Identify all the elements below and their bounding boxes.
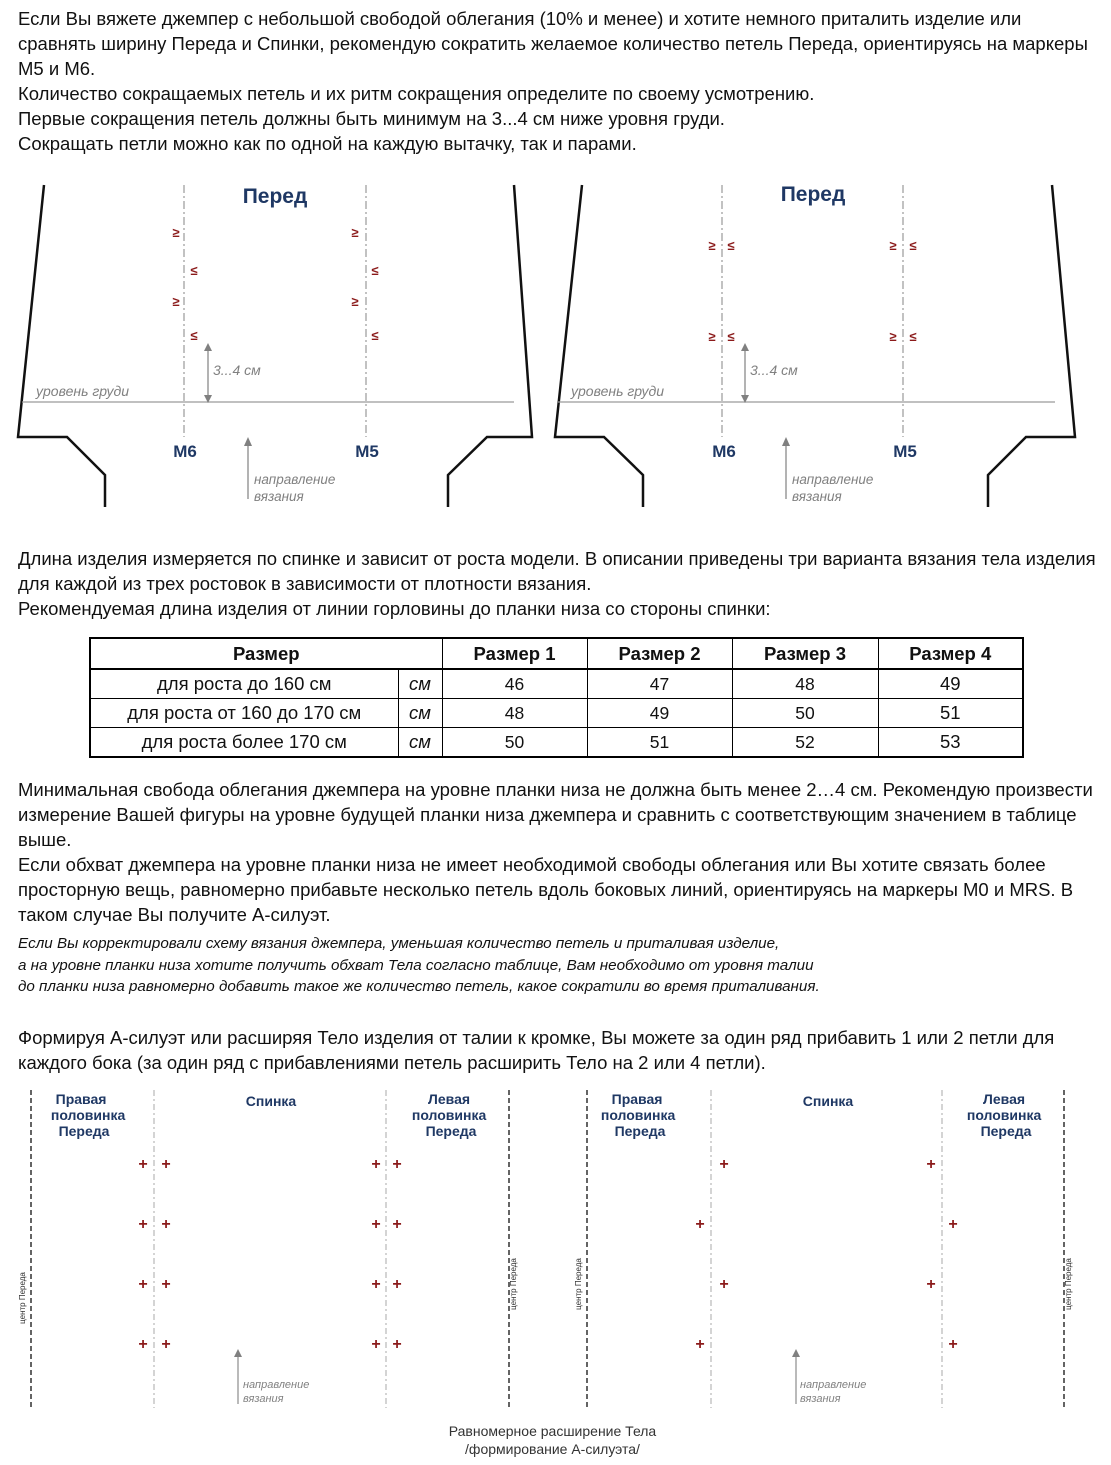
row-label: для роста более 170 см [90,728,398,758]
right-front-label: Правая половинка Переда [600,1091,676,1139]
dec-mark: ≥ [708,238,716,253]
intro-line-2: Количество сокращаемых петель и их ритм сокращения определите по своему усмотрению. [18,83,815,104]
ease-line-2: Если обхват джемпера на уровне планки низа не имеет необходимой свободы облегания или Вы хотите связать более просторную вещь, равномерно прибавьте несколько петель вдоль боковых линий, ориентируясь на маркеры М0 и MRS. В таком случае Вы получите А-силуэт. [18,854,1074,925]
direction-label-1: направление [243,1379,310,1391]
marker-m6: М6 [712,442,736,461]
intro-line-4: Сокращать петли можно как по одной на каждую вытачку, так и парами. [18,133,637,154]
increase-row [138,1336,401,1353]
caption-line-2: /формирование А-силуэта/ [465,1441,640,1457]
table-cell: 53 [878,728,1023,758]
direction-arrow-head [782,437,790,446]
row-unit: см [398,699,442,728]
marker-m5: М5 [355,442,379,461]
increase-mark: + [138,1216,148,1233]
front-outline-right [448,185,532,507]
table-cell: 47 [587,669,732,699]
intro-line-3: Первые сокращения петель должны быть минимум на 3...4 см ниже уровня груди. [18,108,725,129]
table-row [90,669,1023,699]
increase-mark: + [948,1336,958,1353]
dec-mark: ≥ [889,329,897,344]
front-outline-left [18,185,105,507]
increase-row [138,1156,401,1173]
table-cell: 46 [442,669,587,699]
size-table [89,637,1024,758]
direction-label-1: направление [792,472,874,487]
center-front-label: центр Переда [509,1258,518,1310]
dec-mark: ≤ [371,263,379,278]
table-header-row [90,638,1023,669]
dec-mark: ≤ [909,329,917,344]
increase-mark: + [161,1216,171,1233]
length-line-2: Рекомендуемая длина изделия от линии горловины до планки низа со стороны спинки: [18,598,771,619]
back-label: Спинка [245,1093,297,1109]
dec-mark: ≤ [727,238,735,253]
offset-label: 3...4 см [213,362,261,378]
front-outline-left [555,185,643,507]
offset-arrow-head-top [741,343,749,351]
caption-line-1: Равномерное расширение Тела [448,1423,657,1439]
bust-label: уровень груди [571,383,665,399]
center-front-label: центр Переда [1064,1258,1073,1310]
offset-label: 3...4 см [750,362,798,378]
direction-arrow-head [244,437,252,446]
diagram-caption [350,1422,755,1458]
dec-mark: ≥ [172,225,180,240]
increase-mark: + [138,1276,148,1293]
ease-line-1: Минимальная свобода облегания джемпера на уровне планки низа не должна быть менее 2…4 см. Рекомендую произвести измерение Вашей фигуры на уровне будущей планки низа джемпера и сравнить с соответствующим значением в таблице выше. [18,779,1093,850]
dec-mark: ≥ [172,294,180,309]
increase-mark: + [392,1276,402,1293]
increase-mark: + [926,1276,936,1293]
dec-mark: ≤ [371,328,379,343]
table-cell: 51 [878,699,1023,728]
length-line-1: Длина изделия измеряется по спинке и зависит от роста модели. В описании приведены три варианта вязания тела изделия для каждой из трех ростовок в зависимости от плотности вязания. [18,548,1096,594]
dec-mark: ≥ [708,329,716,344]
increase-mark: + [695,1336,705,1353]
increase-row [138,1276,401,1293]
dec-mark: ≤ [190,263,198,278]
dec-mark: ≤ [190,328,198,343]
note-line-1: Если Вы корректировали схему вязания джемпера, уменьшая количество петель и приталивая изделие, [18,935,780,952]
increase-mark: + [161,1336,171,1353]
marker-m5: М5 [893,442,917,461]
aline-line-1: Формируя А-силуэт или расширяя Тело изделия от талии к кромке, Вы можете за один ряд прибавить 1 или 2 петли для каждого бока (за один ряд с прибавлениями петель расширить Тело на 2 или 4 петли). [18,1027,1055,1073]
marker-m6: М6 [173,442,197,461]
increase-mark: + [371,1336,381,1353]
front-outline-right [988,185,1075,507]
increase-mark: + [719,1276,729,1293]
front-title: Перед [780,183,846,206]
direction-label-2: вязания [792,489,842,504]
direction-label-1: направление [254,472,336,487]
front-title: Перед [242,185,308,208]
direction-arrow-head [234,1349,242,1357]
increase-mark: + [392,1156,402,1173]
increase-mark: + [948,1216,958,1233]
right-front-label: Правая половинка Переда [50,1091,126,1139]
note-line-2: а на уровне планки низа хотите получить обхват Тела согласно таблице, Вам необходимо от уровня талии [18,956,814,974]
increase-row [138,1216,401,1233]
front-diagrams [0,175,1111,515]
note-line-3: до планки низа равномерно добавить такое же количество петель, какое сократили во время приталивания. [18,978,820,995]
increase-mark: + [719,1156,729,1173]
row-unit: см [398,669,442,699]
table-cell: 48 [732,669,878,699]
table-cell: 50 [732,699,878,728]
table-cell: 49 [587,699,732,728]
offset-arrow-head-top [204,343,212,351]
direction-arrow-head [792,1349,800,1357]
center-front-label: центр Переда [574,1258,583,1310]
front-diagram-right [555,183,1075,507]
row-label: для роста до 160 см [90,669,398,699]
ease-text [18,777,1098,927]
aline-text [18,1025,1098,1075]
dec-mark: ≤ [727,329,735,344]
table-cell: 52 [732,728,878,758]
intro-text [18,6,1098,156]
table-header-cell: Размер [90,638,442,669]
back-label: Спинка [802,1093,854,1109]
dec-mark: ≤ [909,238,917,253]
bust-label: уровень груди [36,383,130,399]
table-row [90,699,1023,728]
intro-line-1: Если Вы вяжете джемпер с небольшой свободой облегания (10% и менее) и хотите немного приталить изделие или сравнять ширину Переда и Спинки, рекомендую сократить желаемое количество петель Переда, ориентируясь на маркеры М5 и М6. [18,8,1088,79]
table-cell: 50 [442,728,587,758]
ease-note [18,933,1103,998]
increase-mark: + [161,1276,171,1293]
row-unit: см [398,728,442,758]
row-label: для роста от 160 до 170 см [90,699,398,728]
dec-mark: ≥ [351,294,359,309]
table-cell: 49 [878,669,1023,699]
left-front-label: Левая половинка Переда [966,1091,1042,1139]
increase-mark: + [138,1156,148,1173]
table-cell: 51 [587,728,732,758]
increase-mark: + [392,1216,402,1233]
dec-mark: ≥ [889,238,897,253]
increase-mark: + [371,1276,381,1293]
dec-mark: ≥ [351,225,359,240]
increase-mark: + [161,1156,171,1173]
increase-mark: + [695,1216,705,1233]
increase-mark: + [392,1336,402,1353]
increase-mark: + [371,1216,381,1233]
table-row [90,728,1023,758]
center-front-label: центр Переда [18,1272,27,1324]
body-diagram-left [18,1090,518,1408]
left-front-label: Левая половинка Переда [411,1091,487,1139]
increase-mark: + [371,1156,381,1173]
direction-label-2: вязания [800,1393,841,1405]
table-header-cell: Размер 1 [442,638,587,669]
body-diagram-right [574,1090,1073,1408]
direction-label-2: вязания [254,489,304,504]
increase-mark: + [138,1336,148,1353]
front-diagram-left [18,185,532,507]
table-cell: 48 [442,699,587,728]
body-diagrams [0,1088,1111,1418]
direction-label-1: направление [800,1379,867,1391]
table-header-cell: Размер 4 [878,638,1023,669]
table-header-cell: Размер 3 [732,638,878,669]
direction-label-2: вязания [243,1393,284,1405]
increase-mark: + [926,1156,936,1173]
table-header-cell: Размер 2 [587,638,732,669]
length-text [18,546,1098,621]
